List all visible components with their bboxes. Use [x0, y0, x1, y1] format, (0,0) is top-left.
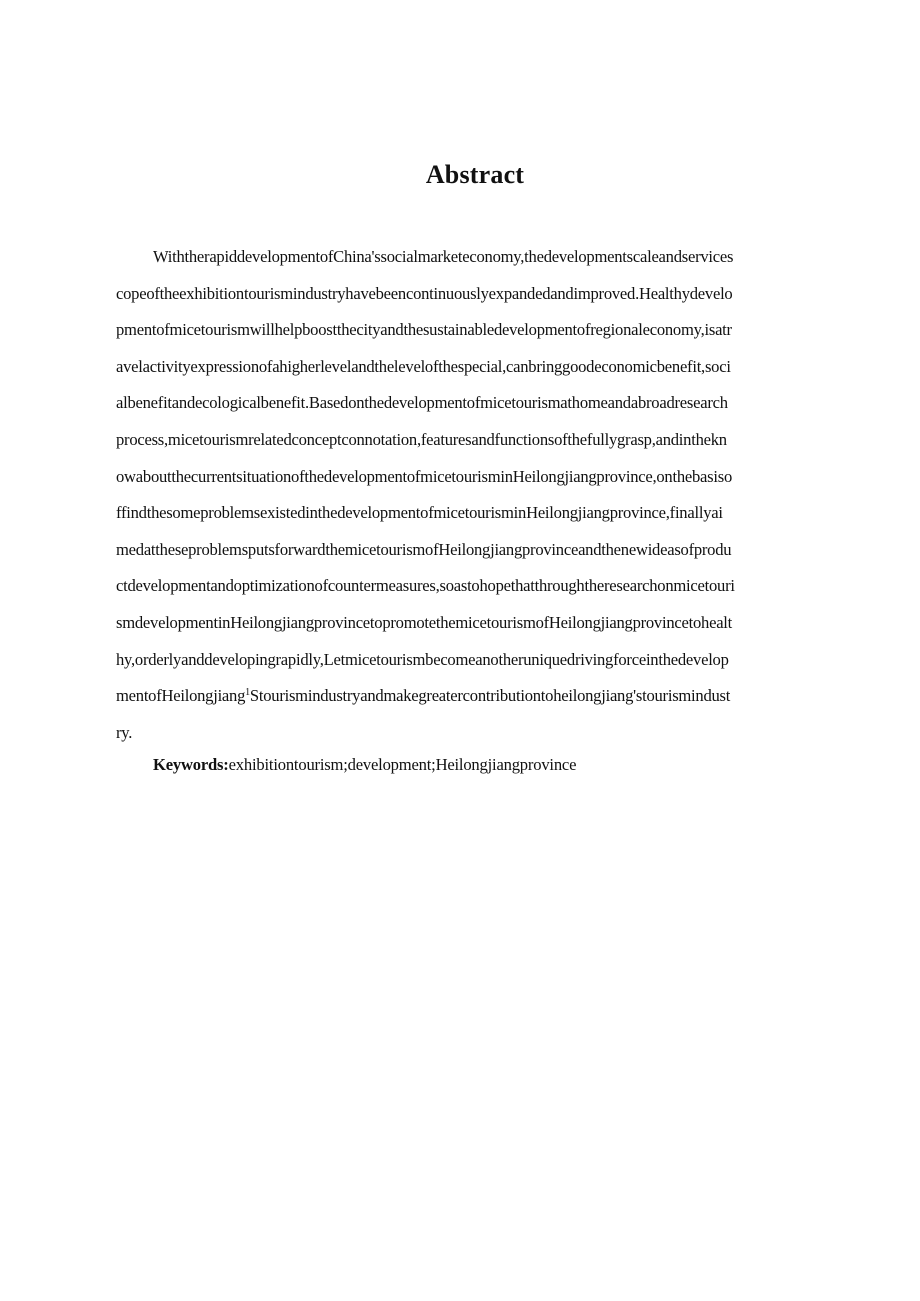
abstract-line-6: process,micetourismrelatedconceptconnotation,featuresandfunctionsofthefullygrasp,andinthekn: [116, 429, 727, 449]
abstract-line-1: WiththerapiddevelopmentofChina'ssocialmarketeconomy,thedevelopmentscaleandservices: [153, 247, 734, 266]
abstract-line-4: avelactivityexpressionofahigherlevelandthelevelofthespecial,canbringgoodeconomicbenefit,soci: [116, 356, 731, 376]
abstract-body: [116, 243, 832, 755]
abstract-line-14: ry.: [116, 722, 133, 742]
abstract-line-3: pmentofmicetourismwillhelpboostthecityandthesustainabledevelopmentofregionaleconomy,isatr: [116, 320, 732, 340]
abstract-line-13-start: mentofHeilongjiang: [116, 686, 246, 706]
abstract-title: Abstract: [425, 160, 525, 189]
superscript-mark: 1: [245, 687, 250, 699]
abstract-line-7: owaboutthecurrentsituationofthedevelopmentofmicetourisminHeilongjiangprovince,onthebasiso: [116, 466, 732, 486]
abstract-line-13-end: Stourismindustryandmakegreatercontributiontoheilongjiang'stourismindust: [249, 686, 731, 706]
abstract-line-10: ctdevelopmentandoptimizationofcountermeasures,soastohopethatthroughtheresearchonmicetouri: [116, 576, 735, 596]
abstract-line-12: hy,orderlyanddevelopingrapidly,Letmicetourismbecomeanotheruniquedrivingforceinthedevelop: [116, 649, 729, 669]
abstract-line-11: smdevelopmentinHeilongjiangprovincetopromotethemicetourismofHeilongjiangprovincetohealt: [116, 612, 733, 632]
abstract-line-5: albenefitandecologicalbenefit.Basedonthedevelopmentofmicetourismathomeandabroadresearch: [116, 393, 728, 413]
abstract-line-13: [116, 682, 832, 719]
keywords-label: Keywords:: [153, 755, 229, 774]
abstract-line-8: ffindthesomeproblemsexistedinthedevelopmentofmicetourisminHeilongjiangprovince,finallyai: [116, 503, 723, 523]
keywords-text: exhibitiontourism;development;Heilongjiangprovince: [228, 755, 577, 774]
abstract-line-2: copeoftheexhibitiontourismindustryhavebeencontinuouslyexpandedandimproved.Healthydevelo: [116, 283, 733, 303]
keywords-line: [153, 751, 576, 779]
abstract-line-9: medattheseproblemsputsforwardthemicetourismofHeilongjiangprovinceandthenewideasofprodu: [116, 539, 732, 559]
